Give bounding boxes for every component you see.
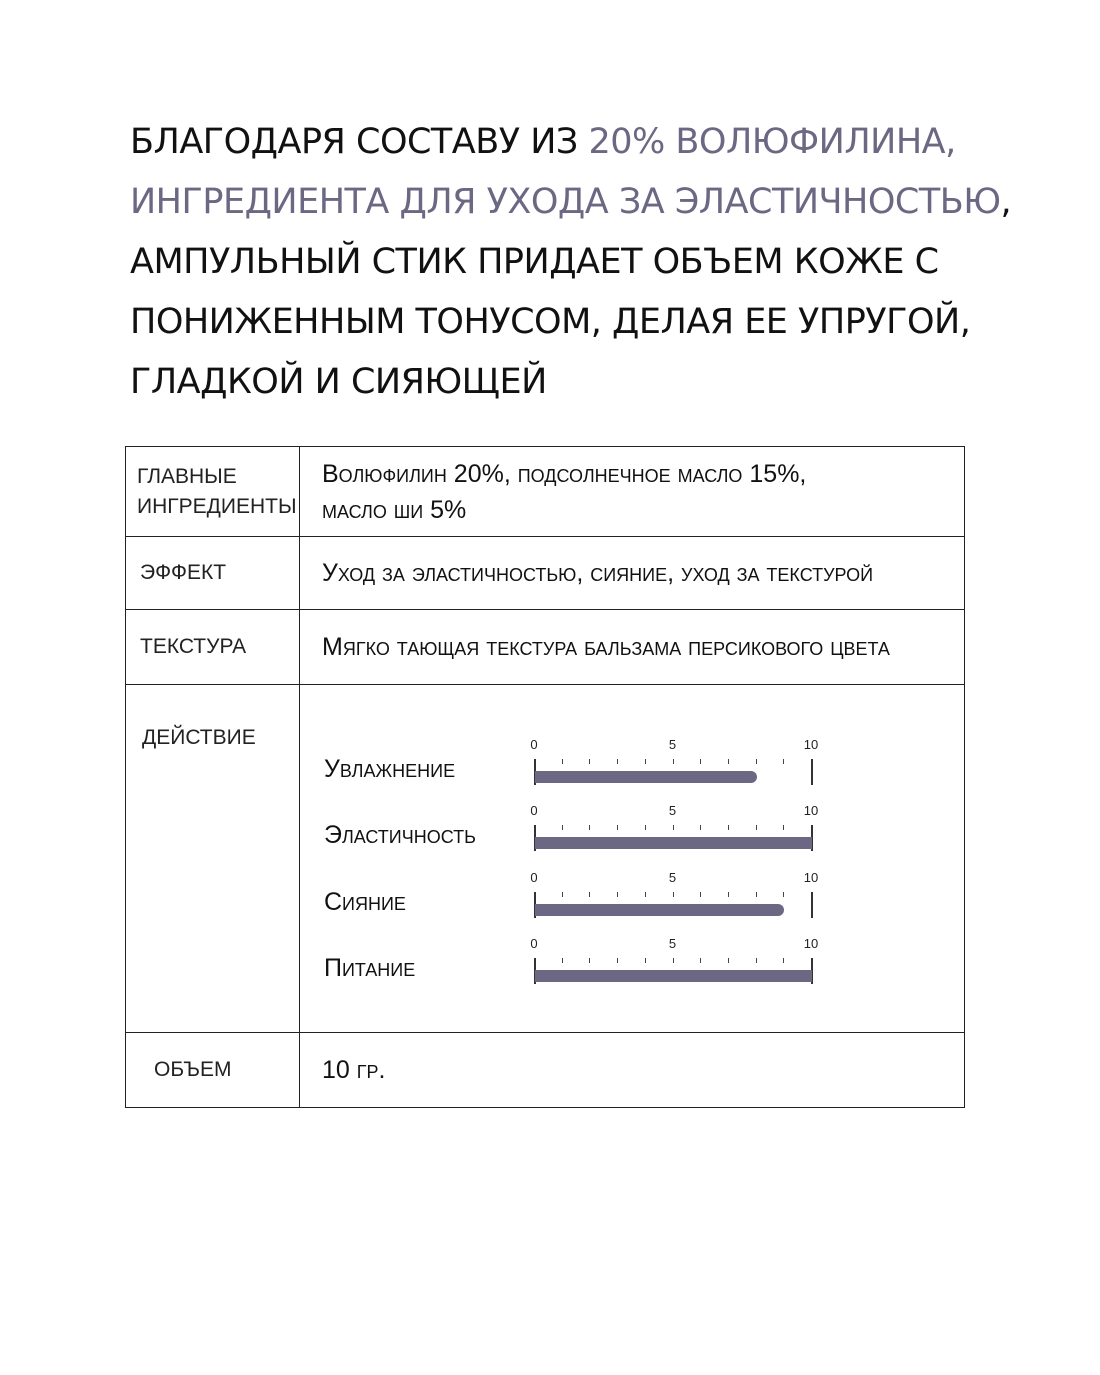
scale-tick	[673, 825, 674, 830]
scale-tick-label: 5	[668, 936, 677, 951]
rating-bar	[535, 771, 757, 783]
scale-tick-label: 0	[530, 803, 538, 818]
scale-tick	[617, 958, 618, 963]
scale-tick	[562, 759, 563, 764]
scale-tick	[562, 892, 563, 897]
specs-table	[125, 446, 965, 1108]
rating-item	[322, 737, 972, 787]
rating-bar	[535, 970, 812, 982]
scale-tick	[756, 759, 757, 764]
texture-value	[300, 610, 965, 685]
rating-scale	[530, 936, 834, 984]
scale-tick-label: 10	[803, 737, 819, 752]
rating-label: Увлажнение	[324, 755, 456, 783]
rating-label: Эластичность	[324, 821, 476, 849]
texture-value-text: Мягко тающая текстура бальзама персикового цвета	[322, 632, 890, 661]
scale-tick	[700, 958, 701, 963]
scale-tick-label: 10	[803, 870, 819, 885]
scale-tick-label: 0	[530, 870, 538, 885]
headline-part2: , АМПУЛЬНЫЙ СТИК ПРИДАЕТ ОБЪЕМ КОЖЕ С ПОНИЖЕННЫМ ТОНУСОМ, ДЕЛАЯ ЕЕ УПРУГОЙ, ГЛАДКОЙ И СИЯЮЩЕЙ	[130, 182, 1012, 402]
scale-tick-label: 5	[668, 737, 677, 752]
scale-tick	[617, 759, 618, 764]
rating-item	[322, 936, 972, 986]
volume-row	[126, 1033, 965, 1108]
effect-value-text: Уход за эластичностью, сияние, уход за текстурой	[322, 558, 874, 587]
scale-tick	[562, 958, 563, 963]
scale-tick-label: 5	[668, 803, 677, 818]
scale-tick	[673, 759, 674, 764]
scale-tick	[645, 825, 646, 830]
rating-label: Сияние	[324, 888, 406, 916]
scale-tick	[589, 759, 590, 764]
scale-tick-label: 0	[530, 936, 538, 951]
headline-accent: 20% ВОЛЮФИЛИНА, ИНГРЕДИЕНТА ДЛЯ УХОДА ЗА ЭЛАСТИЧНОСТЬЮ	[130, 122, 1001, 222]
effect-label: ЭФФЕКТ	[126, 537, 300, 610]
action-chart	[322, 704, 964, 1013]
ingredients-label-line2: ИНГРЕДИЕНТЫ	[137, 494, 297, 518]
scale-tick	[645, 958, 646, 963]
scale-tick	[589, 825, 590, 830]
rating-item	[322, 870, 972, 920]
action-row	[126, 685, 965, 1033]
headline-part1: БЛАГОДАРЯ СОСТАВУ ИЗ	[130, 122, 589, 162]
scale-tick	[700, 892, 701, 897]
scale-tick	[589, 892, 590, 897]
scale-tick	[728, 892, 729, 897]
ingredients-value-line1: Волюфилин 20%, подсолнечное масло 15%,	[322, 459, 807, 488]
scale-tick	[617, 825, 618, 830]
action-label: ДЕЙСТВИЕ	[126, 685, 300, 1033]
scale-tick	[783, 958, 784, 963]
scale-tick	[617, 892, 618, 897]
scale-tick	[673, 958, 674, 963]
scale-tick-label: 10	[803, 936, 819, 951]
scale-tick	[673, 892, 674, 897]
ingredients-label-line1: ГЛАВНЫЕ	[137, 464, 237, 488]
scale-tick	[756, 892, 757, 897]
rating-bar	[535, 837, 812, 849]
scale-tick	[783, 825, 784, 830]
effect-row	[126, 537, 965, 610]
action-value	[300, 685, 965, 1033]
rating-scale	[530, 870, 834, 918]
volume-value-text: 10 гр.	[322, 1055, 386, 1084]
scale-end	[811, 759, 813, 785]
scale-tick-label: 10	[803, 803, 819, 818]
scale-tick	[783, 892, 784, 897]
scale-tick	[728, 759, 729, 764]
rating-bar	[535, 904, 784, 916]
scale-tick-label: 5	[668, 870, 677, 885]
rating-label: Питание	[324, 954, 416, 982]
scale-end	[811, 892, 813, 918]
effect-value	[300, 537, 965, 610]
scale-tick	[783, 759, 784, 764]
ingredients-value	[300, 447, 965, 537]
ingredients-row	[126, 447, 965, 537]
scale-tick	[700, 759, 701, 764]
scale-tick	[645, 892, 646, 897]
volume-label: ОБЪЕМ	[126, 1033, 300, 1108]
scale-tick	[756, 958, 757, 963]
scale-tick-label: 0	[530, 737, 538, 752]
rating-scale	[530, 803, 834, 851]
scale-tick	[728, 825, 729, 830]
scale-tick	[562, 825, 563, 830]
scale-tick	[645, 759, 646, 764]
headline	[130, 112, 1030, 412]
scale-tick	[728, 958, 729, 963]
texture-row	[126, 610, 965, 685]
scale-tick	[700, 825, 701, 830]
texture-label: ТЕКСТУРА	[126, 610, 300, 685]
scale-tick	[589, 958, 590, 963]
volume-value	[300, 1033, 965, 1108]
rating-item	[322, 803, 972, 853]
scale-tick	[756, 825, 757, 830]
ingredients-label	[126, 447, 300, 537]
ingredients-value-line2: масло ши 5%	[322, 495, 467, 524]
rating-scale	[530, 737, 834, 785]
